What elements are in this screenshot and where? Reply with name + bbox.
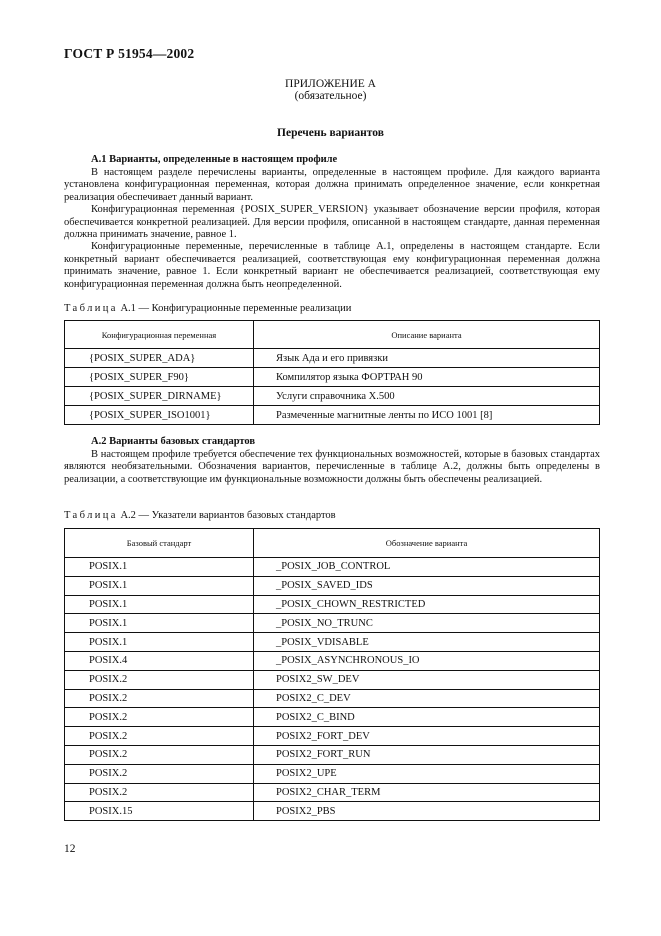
- table-cell-value: _POSIX_JOB_CONTROL: [254, 558, 600, 577]
- appendix-title: ПРИЛОЖЕНИЕ А: [285, 78, 376, 90]
- appendix-heading: [0, 78, 661, 102]
- paragraph: В настоящем разделе перечислены варианты, определенные в настоящем профиле. Для каждого варианта установлена конфигурационная переменная, которая должна принимать определенное значение, если конкретная реализация обеспечивает данный вариант.: [64, 167, 600, 203]
- table-header-row: [65, 321, 600, 349]
- table-header-cell: Обозначение варианта: [254, 529, 600, 558]
- table-cell-key: POSIX.2: [65, 689, 254, 708]
- table-cell-key: {POSIX_SUPER_ISO1001}: [65, 406, 254, 425]
- section-a2-body: [64, 449, 600, 486]
- table-cell-key: POSIX.2: [65, 764, 254, 783]
- table-cell-key: POSIX.4: [65, 651, 254, 670]
- table-cell-value: Компилятор языка ФОРТРАН 90: [254, 368, 600, 387]
- table-row: [65, 406, 600, 425]
- table-cell-key: {POSIX_SUPER_F90}: [65, 368, 254, 387]
- table-row: [65, 783, 600, 802]
- table-a1-caption: [64, 303, 351, 314]
- table-caption-text: А.1 — Конфигурационные переменные реализации: [120, 303, 352, 314]
- table-cell-value: POSIX2_C_DEV: [254, 689, 600, 708]
- table-row: [65, 708, 600, 727]
- table-row: [65, 558, 600, 577]
- table-cell-key: POSIX.2: [65, 745, 254, 764]
- table-row: [65, 689, 600, 708]
- page-number: 12: [64, 843, 76, 855]
- table-cell-value: POSIX2_CHAR_TERM: [254, 783, 600, 802]
- table-caption-text: А.2 — Указатели вариантов базовых стандартов: [120, 510, 336, 521]
- table-row: [65, 670, 600, 689]
- table-cell-value: POSIX2_FORT_DEV: [254, 727, 600, 746]
- table-cell-key: POSIX.1: [65, 595, 254, 614]
- table-row: [65, 387, 600, 406]
- table-a2-caption: [64, 510, 336, 521]
- table-row: [65, 764, 600, 783]
- table-row: [65, 802, 600, 821]
- table-cell-value: Размеченные магнитные ленты по ИСО 1001 [8]: [254, 406, 600, 425]
- table-cell-key: POSIX.2: [65, 708, 254, 727]
- table-cell-value: _POSIX_SAVED_IDS: [254, 576, 600, 595]
- table-row: [65, 745, 600, 764]
- document-header: ГОСТ Р 51954—2002: [64, 46, 195, 61]
- table-row: [65, 349, 600, 368]
- table-cell-value: POSIX2_FORT_RUN: [254, 745, 600, 764]
- section-title: Перечень вариантов: [277, 127, 384, 139]
- table-row: [65, 727, 600, 746]
- table-row: [65, 614, 600, 633]
- table-caption-label: Таблица: [64, 510, 118, 521]
- table-cell-key: POSIX.1: [65, 633, 254, 652]
- table-a1: [64, 320, 600, 425]
- table-cell-value: Язык Ада и его привязки: [254, 349, 600, 368]
- section-a1-heading: А.1 Варианты, определенные в настоящем профиле: [91, 154, 338, 165]
- table-row: [65, 576, 600, 595]
- table-row: [65, 633, 600, 652]
- table-cell-key: POSIX.2: [65, 727, 254, 746]
- table-row: [65, 368, 600, 387]
- table-cell-value: POSIX2_PBS: [254, 802, 600, 821]
- table-cell-key: {POSIX_SUPER_DIRNAME}: [65, 387, 254, 406]
- table-header-cell: Описание варианта: [254, 321, 600, 349]
- table-cell-value: _POSIX_ASYNCHRONOUS_IO: [254, 651, 600, 670]
- table-cell-key: POSIX.1: [65, 614, 254, 633]
- table-row: [65, 651, 600, 670]
- table-row: [65, 595, 600, 614]
- table-header-cell: Базовый стандарт: [65, 529, 254, 558]
- table-cell-value: POSIX2_SW_DEV: [254, 670, 600, 689]
- table-cell-value: _POSIX_VDISABLE: [254, 633, 600, 652]
- table-cell-value: POSIX2_C_BIND: [254, 708, 600, 727]
- table-cell-key: POSIX.1: [65, 558, 254, 577]
- table-caption-label: Таблица: [64, 303, 118, 314]
- section-a2-heading: А.2 Варианты базовых стандартов: [91, 436, 256, 447]
- section-a1-body: [64, 167, 600, 291]
- table-cell-value: POSIX2_UPE: [254, 764, 600, 783]
- paragraph: Конфигурационные переменные, перечисленные в таблице А.1, определены в настоящем стандарте. Если конкретный вариант обеспечивается реализацией, соответствующая ему конфигурационная переменная должна принимать значение, равное 1. Если конкретный вариант не обеспечивается реализацией, соответствующая ему конфигурационная переменная должна быть неопределенной.: [64, 241, 600, 290]
- table-cell-key: POSIX.2: [65, 783, 254, 802]
- table-cell-key: {POSIX_SUPER_ADA}: [65, 349, 254, 368]
- table-cell-value: _POSIX_CHOWN_RESTRICTED: [254, 595, 600, 614]
- paragraph: Конфигурационная переменная {POSIX_SUPER_VERSION} указывает обозначение версии профиля, которая обеспечивается конкретной реализацией. Для версии профиля, описанной в настоящем стандарте, данная переменная должна принимать значение, равное 1.: [64, 204, 600, 241]
- table-header-row: [65, 529, 600, 558]
- table-cell-key: POSIX.15: [65, 802, 254, 821]
- table-a2: [64, 528, 600, 821]
- paragraph: В настоящем профиле требуется обеспечение тех функциональных возможностей, которые в базовых стандартах являются необязательными. Обозначения вариантов, перечисленные в таблице А.2, должны быть определены в реализации, а соответствующие им функциональные возможности должны быть обеспечены реализацией.: [64, 449, 600, 485]
- table-cell-value: Услуги справочника X.500: [254, 387, 600, 406]
- table-cell-key: POSIX.1: [65, 576, 254, 595]
- table-header-cell: Конфигурационная переменная: [65, 321, 254, 349]
- appendix-subtitle: (обязательное): [294, 90, 367, 102]
- table-cell-value: _POSIX_NO_TRUNC: [254, 614, 600, 633]
- table-cell-key: POSIX.2: [65, 670, 254, 689]
